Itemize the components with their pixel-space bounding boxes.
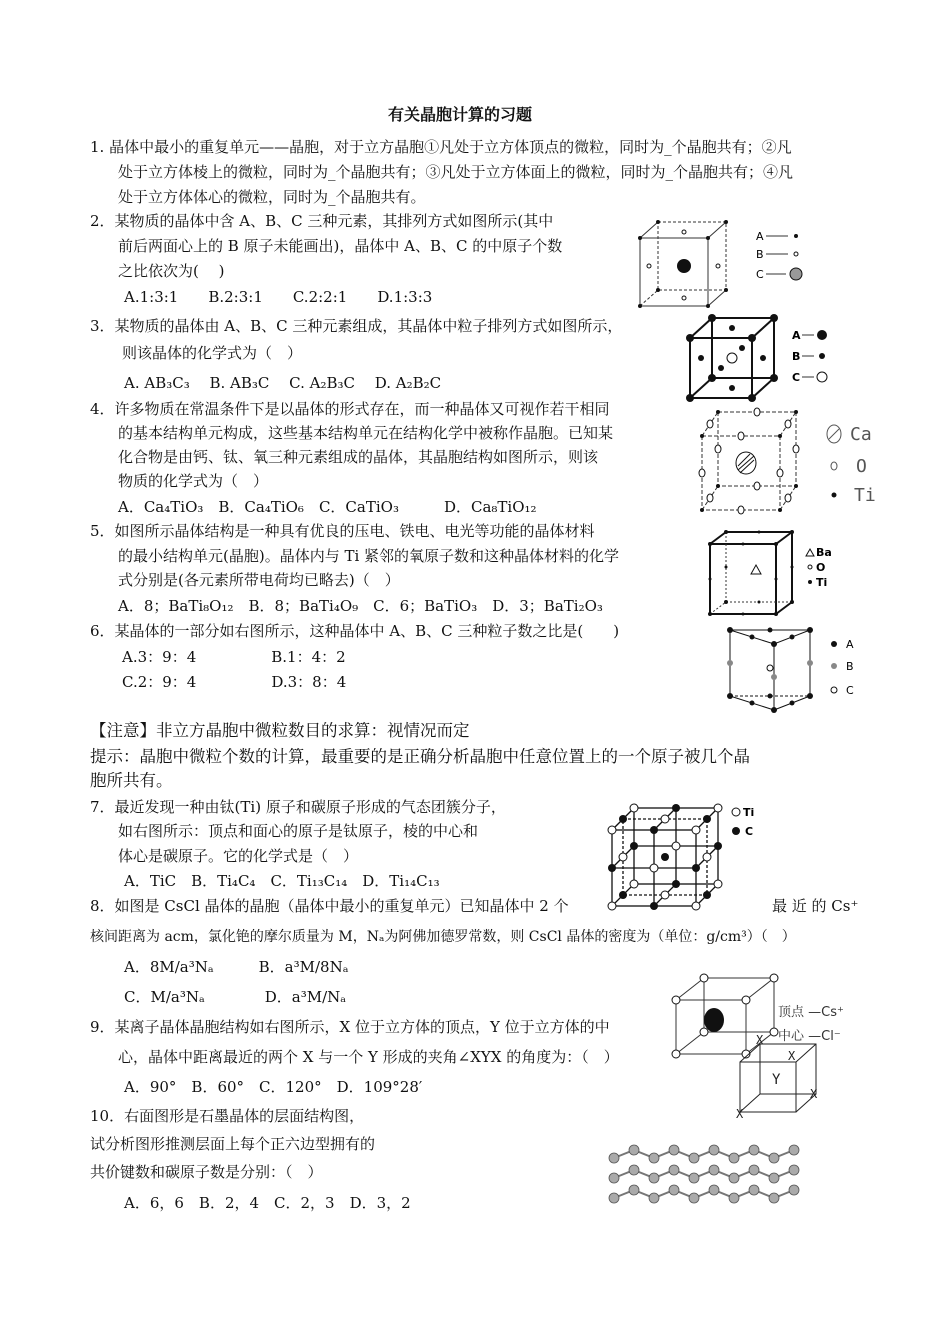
q6-options-2: C.2：9：4 D.3：8：4 xyxy=(122,673,347,691)
q10-line-3: 共价键数和碳原子数是分别：（ ） xyxy=(90,1163,323,1181)
legend-ti-label: Ti xyxy=(854,485,876,506)
legend-a-label: A xyxy=(792,329,801,342)
q9-line-1: 9．某离子晶体晶胞结构如右图所示，X 位于立方体的顶点，Y 位于立方体的中 xyxy=(90,1018,610,1036)
q7-options: A．TiC B．Ti₄C₄ C．Ti₁₃C₁₄ D．Ti₁₄C₁₃ xyxy=(124,872,440,890)
legend-ti-label: Ti xyxy=(816,576,828,589)
x-label-bottom-left: X xyxy=(736,1107,744,1121)
q9-options: A．90° B．60° C．120° D．109°28′ xyxy=(124,1078,423,1096)
q7-line-3: 体心是碳原子。它的化学式是（ ） xyxy=(118,847,359,865)
figure-q2-crystal-cell xyxy=(636,216,816,312)
q2-options: A.1:3:1 B.2:3:1 C.2:2:1 D.1:3:3 xyxy=(124,288,433,306)
q7-line-1: 7．最近发现一种由钛(Ti) 原子和碳原子形成的气态团簇分子， xyxy=(90,798,506,816)
figure-q3-crystal-cell xyxy=(686,312,836,402)
figure-q5-crystal-cell xyxy=(706,528,846,620)
legend-c-label: C xyxy=(745,825,754,838)
q8-line-1-end: 最 近 的 Cs⁺ xyxy=(772,897,859,915)
legend-o-label: O xyxy=(816,561,826,574)
legend-b-label: B xyxy=(846,660,854,673)
legend-center-label: 中心 —Cl⁻ xyxy=(778,1029,841,1044)
q4-line-3: 化合物是由钙、钛、氧三种元素组成的晶体，其晶胞结构如图所示，则该 xyxy=(118,448,599,466)
q5-line-2: 的最小结构单元(晶胞)。晶体内与 Ti 紧邻的氧原子数和这种晶体材料的化学 xyxy=(118,547,620,565)
note-heading: 【注意】非立方晶胞中微粒数目的求算：视情况而定 xyxy=(90,721,470,740)
hint-line-2: 胞所共有。 xyxy=(90,771,173,790)
legend-c-label: C xyxy=(846,684,854,697)
q4-line-2: 的基本结构单元构成，这些基本结构单元在结构化学中被称作晶胞。已知某 xyxy=(118,424,614,442)
hint-line-1: 提示：晶胞中微粒个数的计算，最重要的是正确分析晶胞中任意位置上的一个原子被几个晶 xyxy=(90,747,750,766)
q4-line-4: 物质的化学式为（ ） xyxy=(118,472,269,490)
q8-line-1: 8．如图是 CsCl 晶体的晶胞（晶体中最小的重复单元）已知晶体中 2 个 xyxy=(90,897,569,915)
q3-options: A. AB₃C₃ B. AB₃C C. A₂B₃C D. A₂B₂C xyxy=(124,374,442,392)
q7-line-2: 如右图所示：顶点和面心的原子是钛原子，棱的中心和 xyxy=(118,822,479,840)
q10-line-2: 试分析图形推测层面上每个正六边型拥有的 xyxy=(90,1135,376,1153)
legend-ti-label: Ti xyxy=(743,806,755,819)
q6-options-1: A.3：9：4 B.1：4：2 xyxy=(122,648,346,666)
x-label-top-left: X xyxy=(756,1033,764,1047)
figure-q10-graphite-layers xyxy=(610,1144,810,1206)
legend-a-label: A xyxy=(846,638,854,651)
q4-line-1: 4．许多物质在常温条件下是以晶体的形式存在，而一种晶体又可视作若干相同 xyxy=(90,400,610,418)
x-label-right: X xyxy=(810,1087,818,1101)
legend-b-label: B xyxy=(756,248,764,261)
legend-a-label: A xyxy=(756,230,764,243)
x-label-top-right: X xyxy=(788,1049,796,1063)
q3-line-2: 则该晶体的化学式为（ ） xyxy=(122,344,303,362)
q2-line-2: 前后两面心上的 B 原子未能画出)，晶体中 A、B、C 的中原子个数 xyxy=(118,237,563,255)
q1-line-1: 1. 晶体中最小的重复单元——晶胞，对于立方晶胞①凡处于立方体顶点的微粒，同时为_个晶胞共有；②凡 xyxy=(90,138,792,156)
figure-q9-xy-cube xyxy=(732,1033,842,1121)
q5-line-1: 5．如图所示晶体结构是一种具有优良的压电、铁电、电光等功能的晶体材料 xyxy=(90,522,595,540)
legend-c-label: C xyxy=(792,371,801,384)
q5-options: A．8；BaTi₈O₁₂ B．8；BaTi₄O₉ C．6；BaTiO₃ D．3；BaTi₂O₃ xyxy=(118,597,603,615)
page-title: 有关晶胞计算的习题 xyxy=(388,105,533,124)
legend-ba-label: Ba xyxy=(816,546,832,559)
q1-line-2: 处于立方体棱上的微粒，同时为_个晶胞共有；③凡处于立方体面上的微粒，同时为_个晶胞共有；④凡 xyxy=(118,163,794,181)
legend-corner-label: 顶点 —Cs⁺ xyxy=(778,1005,844,1020)
q10-options: A．6，6 B．2，4 C．2，3 D．3，2 xyxy=(124,1194,411,1212)
y-label-center: Y xyxy=(772,1072,781,1088)
q8-line-2: 核间距离为 acm，氯化铯的摩尔质量为 M，Nₐ为阿佛加德罗常数，则 CsCl 晶体的密度为（单位：g/cm³）（ ） xyxy=(90,929,796,945)
figure-q6-prism-cell xyxy=(724,622,864,718)
legend-ca-label: Ca xyxy=(850,424,872,445)
q2-line-1: 2．某物质的晶体中含 A、B、C 三种元素，其排列方式如图所示(其中 xyxy=(90,212,554,230)
legend-o-label: O xyxy=(856,456,867,477)
q5-line-3: 式分别是(各元素所带电荷均已略去)（ ） xyxy=(118,571,400,589)
figure-q4-crystal-cell xyxy=(696,406,886,516)
q8-options-2: C．M/a³Nₐ D．a³M/Nₐ xyxy=(124,988,347,1006)
q8-options-1: A．8M/a³Nₐ B．a³M/8Nₐ xyxy=(124,958,349,976)
q9-line-2: 心，晶体中距离最近的两个 X 与一个 Y 形成的夹角∠XYX 的角度为：（ ） xyxy=(118,1048,619,1066)
q1-line-3: 处于立方体体心的微粒，同时为_个晶胞共有。 xyxy=(118,188,426,206)
q6-line-1: 6．某晶体的一部分如右图所示，这种晶体中 A、B、C 三种粒子数之比是( ) xyxy=(90,622,620,640)
q4-options: A．Ca₄TiO₃ B．Ca₄TiO₆ C．CaTiO₃ D．Ca₈TiO₁₂ xyxy=(118,498,537,516)
legend-b-label: B xyxy=(792,350,801,363)
legend-c-label: C xyxy=(756,268,764,281)
q3-line-1: 3．某物质的晶体由 A、B、C 三种元素组成，其晶体中粒子排列方式如图所示， xyxy=(90,317,623,335)
q2-line-3: 之比依次为( ) xyxy=(118,262,225,280)
figure-q7-ti-c-cluster xyxy=(606,800,776,910)
q10-line-1: 10．右面图形是石墨晶体的层面结构图， xyxy=(90,1107,365,1125)
